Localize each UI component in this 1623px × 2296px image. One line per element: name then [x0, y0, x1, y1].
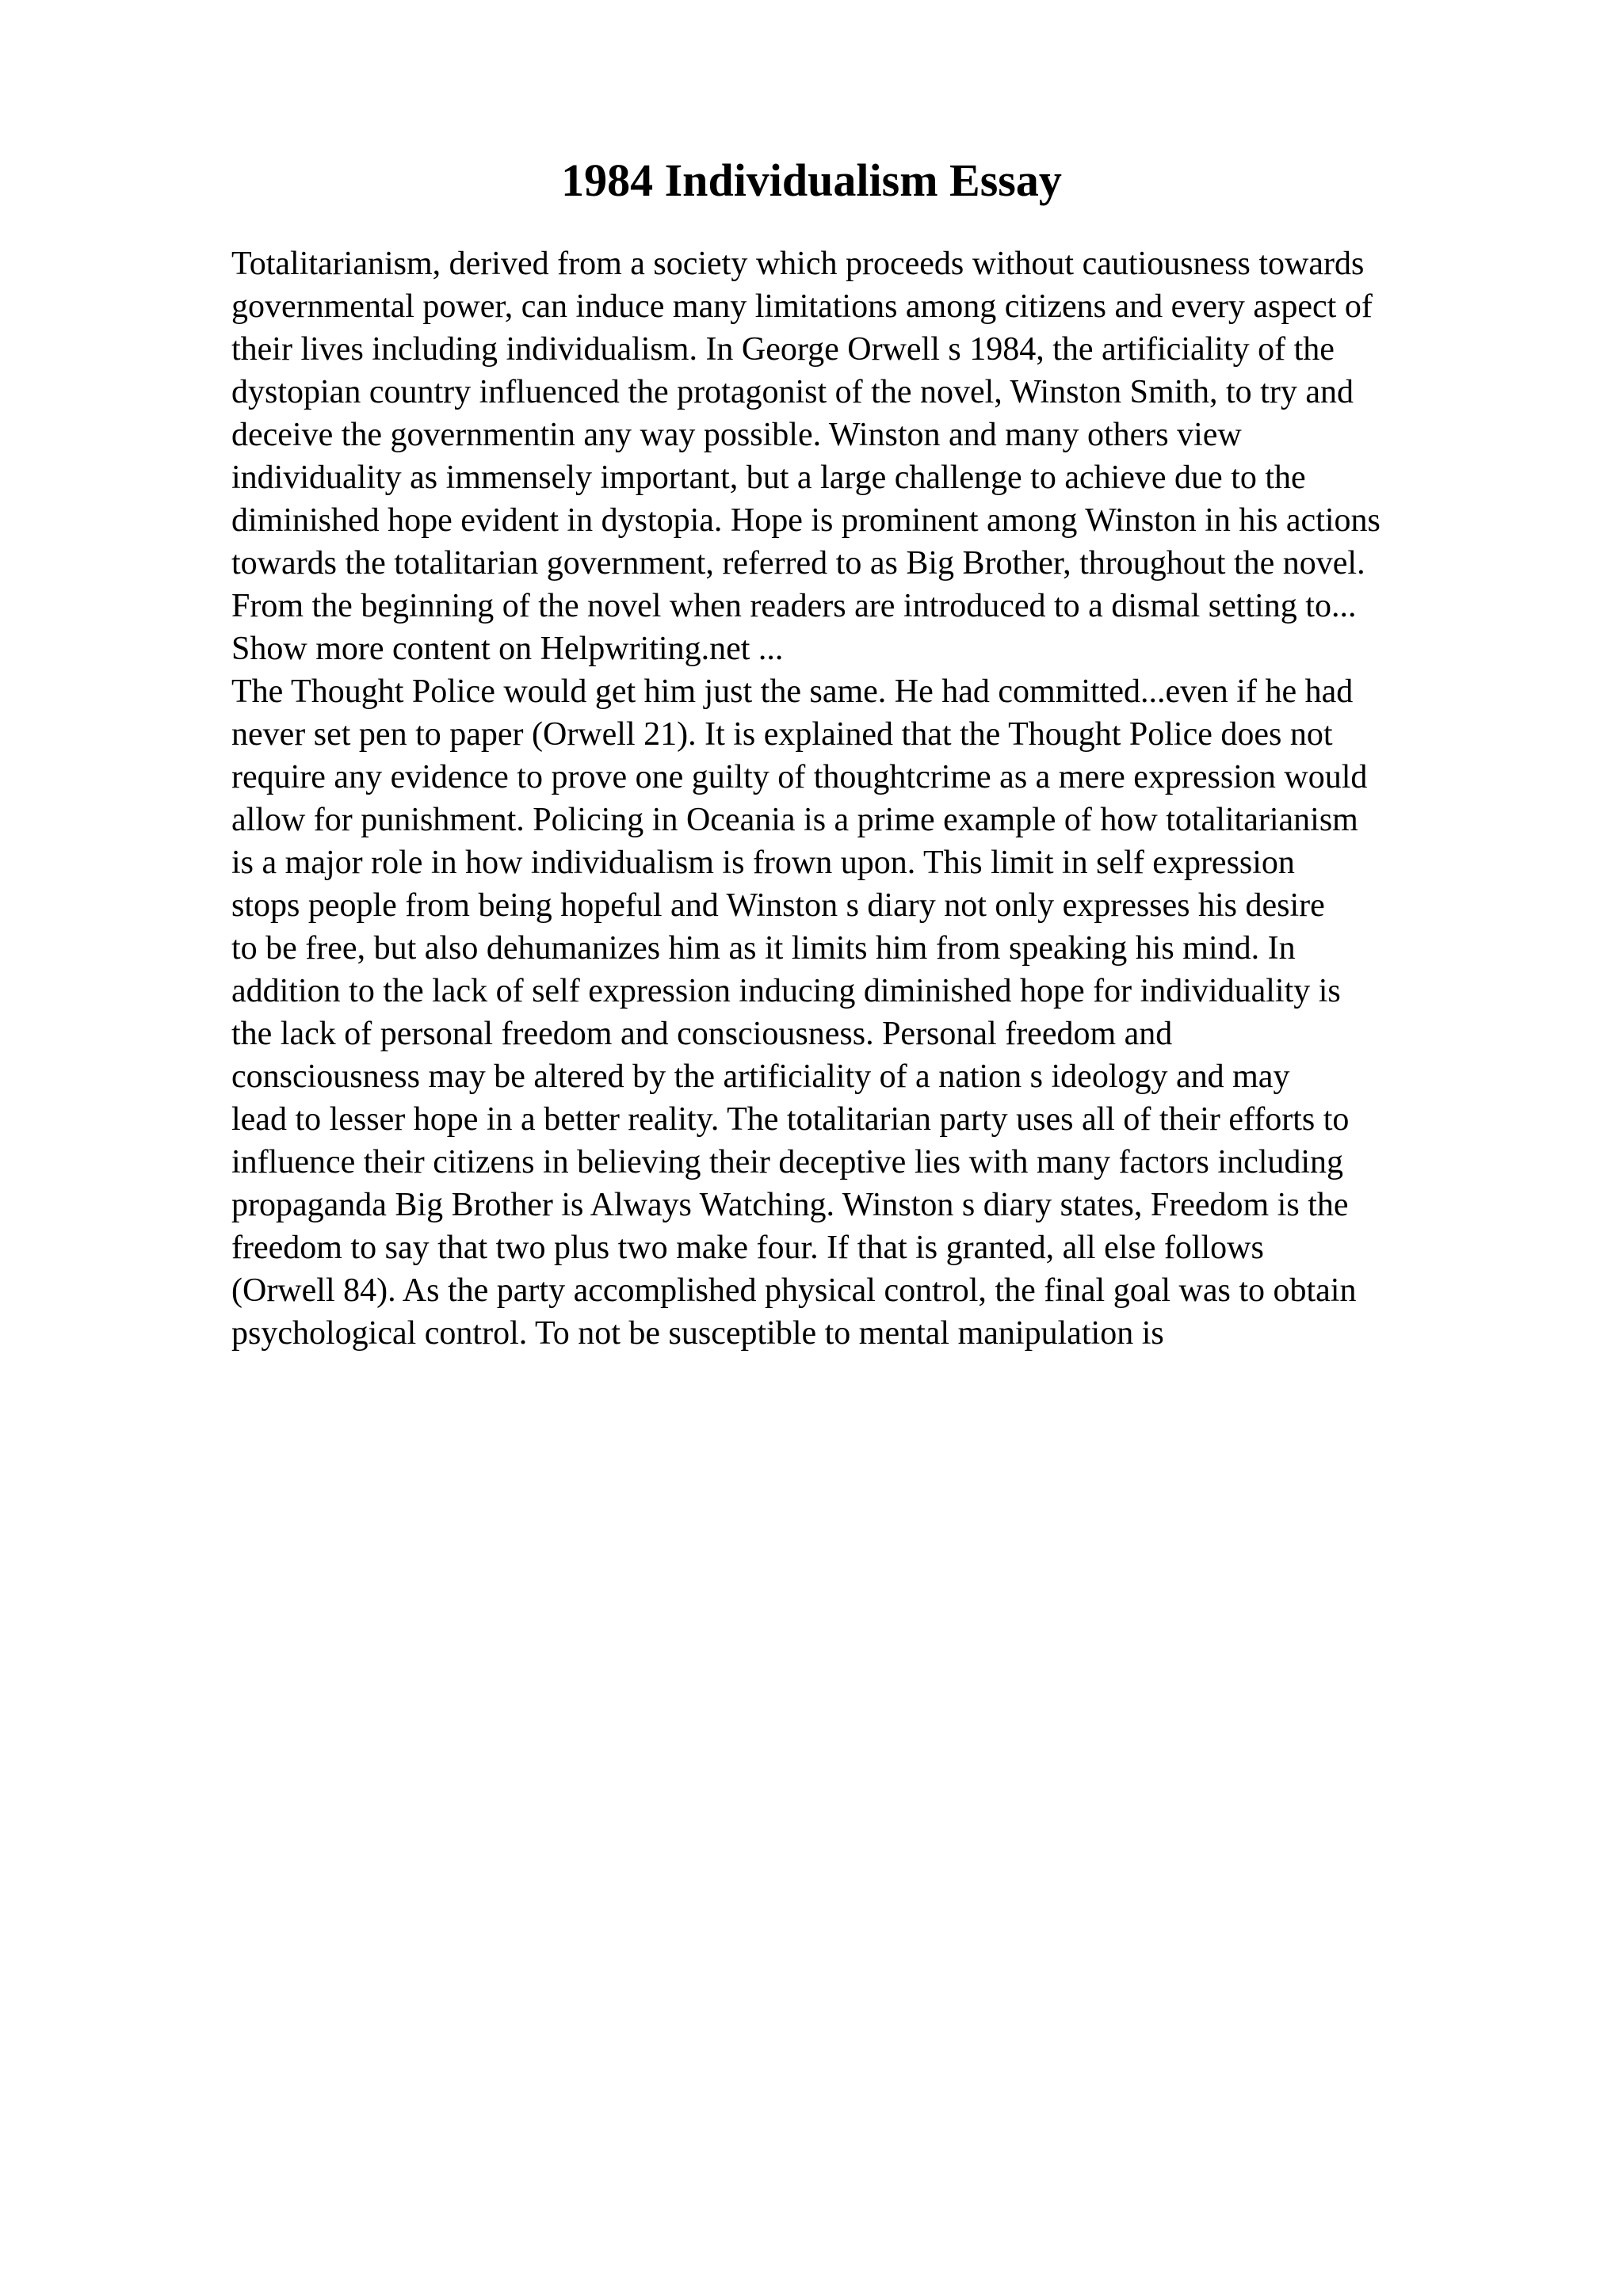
- text-line: psychological control. To not be susceptible to mental manipulation is: [231, 1315, 1164, 1352]
- text-line: their lives including individualism. In George Orwell s 1984, the artificiality of the: [231, 331, 1335, 368]
- text-line: (Orwell 84). As the party accomplished physical control, the final goal was to obtain: [231, 1272, 1357, 1309]
- text-line: influence their citizens in believing their deceptive lies with many factors including: [231, 1144, 1344, 1180]
- text-line: From the beginning of the novel when readers are introduced to a dismal setting to...: [231, 588, 1357, 624]
- text-line: stops people from being hopeful and Winston s diary not only expresses his desire: [231, 887, 1325, 924]
- show-more-line: Show more content on Helpwriting.net ...: [231, 631, 784, 667]
- text-line: allow for punishment. Policing in Oceania is a prime example of how totalitarianism: [231, 802, 1358, 838]
- text-line: addition to the lack of self expression inducing diminished hope for individuality is: [231, 973, 1341, 1009]
- text-line: governmental power, can induce many limitations among citizens and every aspect of: [231, 288, 1373, 325]
- text-line: freedom to say that two plus two make four. If that is granted, all else follows: [231, 1230, 1264, 1266]
- text-line: never set pen to paper (Orwell 21). It is explained that the Thought Police does not: [231, 716, 1333, 753]
- text-line: lead to lesser hope in a better reality. The totalitarian party uses all of their efforts to: [231, 1101, 1350, 1138]
- text-line: propaganda Big Brother is Always Watching. Winston s diary states, Freedom is the: [231, 1187, 1349, 1223]
- text-line: require any evidence to prove one guilty of thoughtcrime as a mere expression would: [231, 759, 1368, 795]
- essay-body: [231, 242, 1610, 1355]
- text-line: dystopian country influenced the protagonist of the novel, Winston Smith, to try and: [231, 374, 1354, 410]
- text-line: Totalitarianism, derived from a society which proceeds without cautiousness towards: [231, 246, 1365, 282]
- text-line: The Thought Police would get him just the same. He had committed...even if he had: [231, 673, 1354, 710]
- text-line: towards the totalitarian government, referred to as Big Brother, throughout the novel.: [231, 545, 1365, 582]
- document-title: 1984 Individualism Essay: [561, 154, 1062, 206]
- text-line: to be free, but also dehumanizes him as it limits him from speaking his mind. In: [231, 930, 1296, 967]
- text-line: the lack of personal freedom and consciousness. Personal freedom and: [231, 1016, 1173, 1052]
- text-line: consciousness may be altered by the artificiality of a nation s ideology and may: [231, 1058, 1290, 1095]
- text-line: diminished hope evident in dystopia. Hope is prominent among Winston in his actions: [231, 502, 1381, 539]
- text-line: is a major role in how individualism is frown upon. This limit in self expression: [231, 845, 1295, 881]
- text-line: individuality as immensely important, but a large challenge to achieve due to the: [231, 460, 1306, 496]
- text-line: deceive the governmentin any way possible. Winston and many others view: [231, 417, 1242, 453]
